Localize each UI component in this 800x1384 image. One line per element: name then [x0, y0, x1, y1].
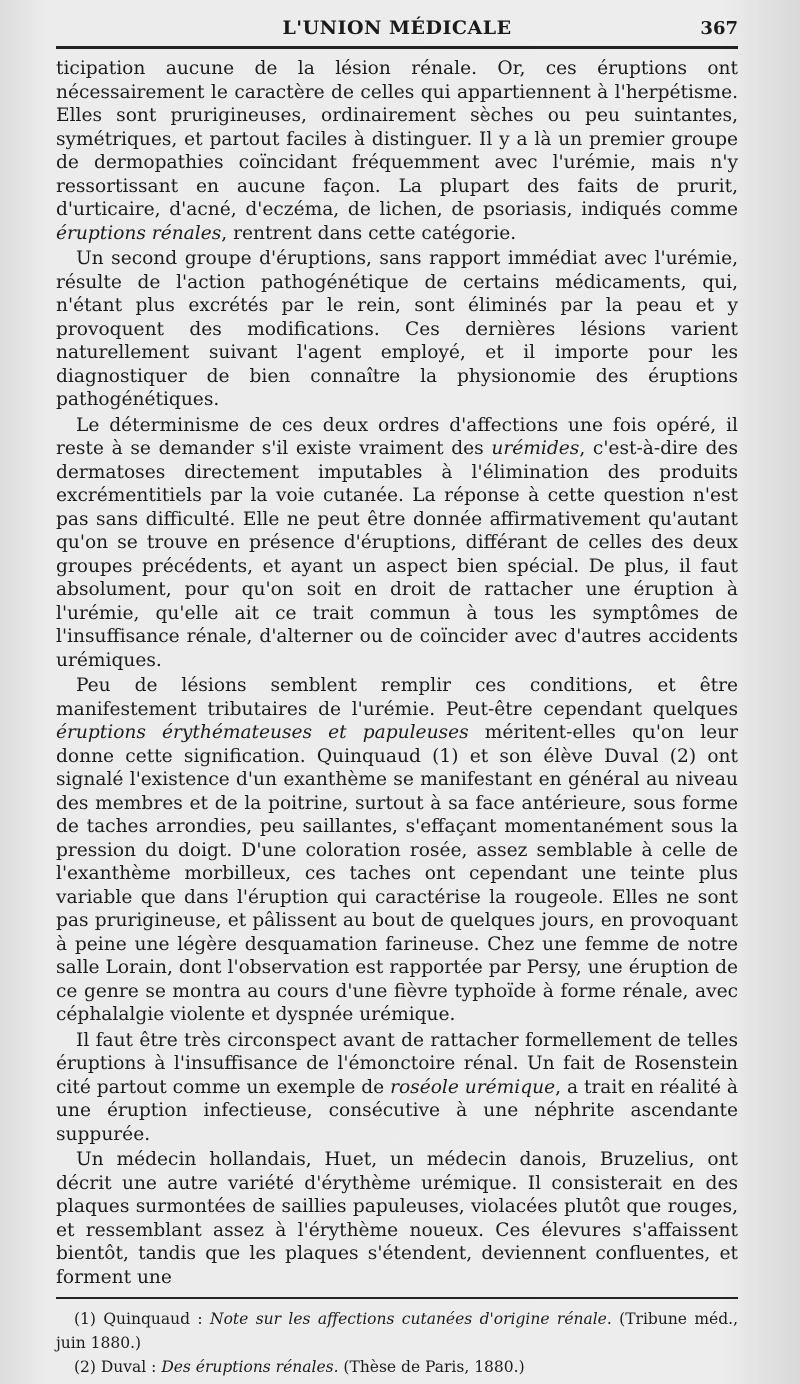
paragraph-4: Peu de lésions semblent remplir ces conditions, et être manifestement tributaires de l'urémie. Peut-être cependant quelques éruptions érythémateuses et papuleuses méritent-elles qu'on leur donne cette signification. Quinquaud (1) et son élève Duval (2) ont signalé l'existence d'un exanthème se manifestant en général au niveau des membres et de la poitrine, surtout à sa face antérieure, sous forme de taches arrondies, peu saillantes, s'effaçant momentanément sous la pression du doigt. D'une coloration rosée, assez semblable à celle de l'exanthème morbilleux, ces taches ont cependant une teinte plus variable que dans l'éruption qui caractérise la rougeole. Elles ne sont pas prurigineuse, et pâlissent au bout de quelques jours, en provoquant à peine une légère desquamation farineuse. Chez une femme de notre salle Lorain, dont l'observation est rapportée par Persy, une éruption de ce genre se montra au cours d'une fièvre typhoïde à forme rénale, avec céphalalgie violente et dyspnée urémique. — [56, 675, 739, 1025]
page-number: 367 — [700, 18, 738, 39]
header-rule — [56, 46, 738, 49]
page-header — [56, 14, 738, 42]
paragraph-1: ticipation aucune de la lésion rénale. Or, ces éruptions ont nécessairement le caractère de celles qui appartiennent à l'herpétisme. Elles sont prurigineuses, ordinairement sèches ou peu suintantes, symétriques, et partout faciles à distinguer. Il y a là un premier groupe de dermopathies coïncidant fréquemment avec l'urémie, mais n'y ressortissant en aucune façon. La plupart des faits de prurit, d'urticaire, d'acné, d'eczéma, de lichen, de psoriasis, indiqués comme éruptions rénales, rentrent dans cette catégorie. — [56, 58, 738, 244]
footnotes — [56, 1307, 738, 1379]
body-text — [56, 57, 738, 1289]
paragraph-6: Un médecin hollandais, Huet, un médecin danois, Bruzelius, ont décrit une autre variété d'érythème urémique. Il consisterait en des plaques surmontées de saillies papuleuses, violacées plutôt que rouges, et ressemblant assez à l'érythème noueux. Ces élevures s'affaissent bientôt, tandis que les plaques s'étendent, deviennent confluentes, et forment une — [56, 1149, 738, 1288]
paragraph-3: Le déterminisme de ces deux ordres d'affections une fois opéré, il reste à se demander s'il existe vraiment des urémides, c'est-à-dire des dermatoses directement imputables à l'élimination des produits excrémentitiels par la voie cutanée. La réponse à cette question n'est pas sans difficulté. Elle ne peut être donnée affirmativement qu'autant qu'on se trouve en présence d'éruptions, différant de celles des deux groupes précédents, et ayant un aspect bien spécial. De plus, il faut absolument, pour qu'on soit en droit de rattacher une éruption à l'urémie, qu'elle ait ce trait commun à tous les symptômes de l'insuffisance rénale, d'alterner ou de coïncider avec d'autres accidents urémiques. — [56, 414, 738, 671]
paragraph-2: Un second groupe d'éruptions, sans rapport immédiat avec l'urémie, résulte de l'action pathogénétique de certains médicaments, qui, n'étant plus excrétés par le rein, sont éliminés par la peau et y provoquent des modifications. Ces dernières lésions varient naturellement suivant l'agent employé, et il importe pour les diagnostiquer de bien connaître la physionomie des éruptions pathogénétiques. — [56, 248, 738, 410]
running-title: L'UNION MÉDICALE — [282, 17, 512, 39]
footnote-rule — [56, 1297, 738, 1299]
footnote-1: (1) Quinquaud : Note sur les affections cutanées d'origine rénale. (Tribune méd., juin 1880.) — [56, 1310, 739, 1352]
paragraph-5: Il faut être très circonspect avant de rattacher formellement de telles éruptions à l'insuffisance de l'émonctoire rénal. Un fait de Rosenstein cité partout comme un exemple de roséole urémique, a trait en réalité à une éruption infectieuse, consécutive à une néphrite ascendante suppurée. — [56, 1029, 738, 1145]
footnote-2: (2) Duval : Des éruptions rénales. (Thèse de Paris, 1880.) — [74, 1358, 525, 1376]
